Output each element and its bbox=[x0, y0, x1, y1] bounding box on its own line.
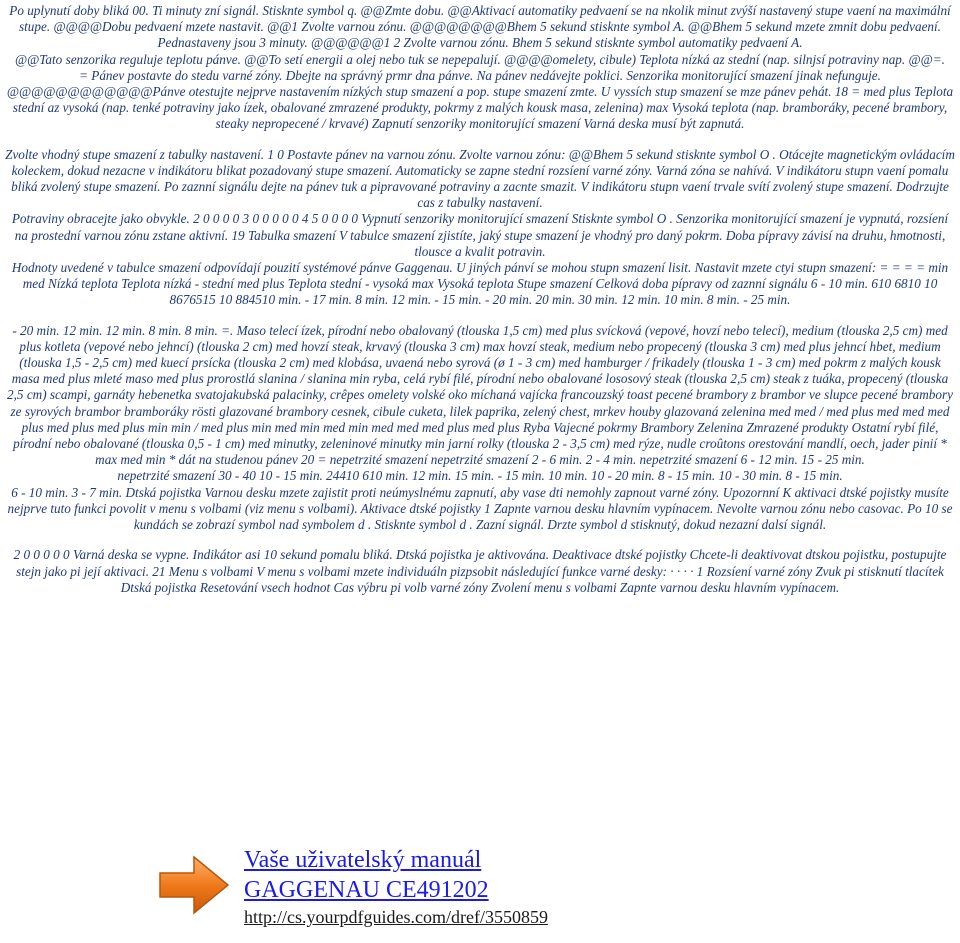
paragraph-options-menu: 2 0 0 0 0 0 Varná deska se vypne. Indikátor asi 10 sekund pomalu bliká. Dtská pojistka je aktivována. Deaktivace dtské pojistky Chcete-li deaktivovat dtskou pojistku, postupujte stejn jako pi její aktivaci. 21 Menu s volbami V menu s volbami mzete individuáln pizpsobit následující funkce varné desky: · · · · 1 Rozsíení varné zóny Zvuk pi stisknutí tlacítek Dtská pojistka Resetování vsech hodnot Cas výbru pi volb varné zóny Zvolení menu s volbami Zapnte varnou desku hlavním vypínacem. bbox=[13, 547, 947, 595]
paragraph-frying-table: - 20 min. 12 min. 12 min. 8 min. 8 min. =. Maso telecí ízek, pírodní nebo obalovaný (tlouska 1,5 cm) med plus svícková (vepové, hovzí nebo telecí), medium (tlouska 2,5 cm) med plus kotleta (vepové nebo jehncí) (tlouska 2 cm) med hovzí steak, krvavý (tlouska 3 cm) max hovzí steak, medium nebo propecený (tlouska 3 cm) med plus jehncí hbet, medium (tlouska 1,5 - 2,5 cm) med kuecí prsícka (tlouska 2 cm) med klobása, uvaená nebo syrová (ø 1 - 3 cm) med hamburger / frikadely (tlouska 1 - 3 cm) med pokrm z malých kousk masa med plus mleté maso med plus prorostlá slanina / slanina min ryba, celá rybí filé, pírodní nebo obalované lososový steak (tlouska 2,5 cm) steak z tuáka, propecený (tlouska 2,5 cm) scampi, garnáty hebenetka svatojakubská palacinky, crêpes omelety volské oko míchaná vajícka francouzský toast pecené brambory z brambor ve slupce pecené brambory ze syrových brambor bramboráky rösti glazované brambory cesnek, cibule cuketa, lilek paprika, zelený chest, mrkev houby glazovaná zelenina med med / med plus med med med plus med plus med plus min min / med plus min med min med min med med med plus med plus Ryba Vajecné pokrmy Brambory Zelenina Zmrazené produkty Ostatní rybí filé, pírodní nebo obalované (tlouska 0,5 - 1 cm) med minutky, zeleninové minutky min jarní rolky (tlouska 2 - 3,5 cm) med rýze, nudle croûtons orestování mandlí, oech, jader pinií * max med min * dát na studenou pánev 20 = nepetrzité smazení nepetrzité smazení 2 - 6 min. 2 - 4 min. nepetrzité smazení 6 - 12 min. 15 - 25 min. bbox=[7, 322, 953, 468]
paragraph-frying-times: nepetrzité smazení 30 - 40 10 - 15 min. 24410 610 min. 12 min. 15 min. - 15 min. 10 min. 10 - 20 min. 8 - 15 min. 10 - 30 min. 8 - 15 min. bbox=[117, 468, 843, 484]
paragraph-sensor-intro: @@Tato senzorika reguluje teplotu pánve. @@To setí energii a olej nebo tuk se nepepalují. @@@@omelety, cibule) Teplota nízká az stední (nap. silnjsí potraviny nap. @@=. bbox=[15, 51, 945, 67]
paragraph-frying-setup: Zvolte vhodný stupe smazení z tabulky nastavení. 1 0 Postavte pánev na varnou zónu. Zvolte varnou zónu: @@Bhem 5 sekund stisknte symbol O . Otácejte magnetickým ovládacím koleckem, dokud nezacne v indikátoru blikat pozadovaný stupe smazení. Automaticky se zapne stední rozsíení varné zóny. Varná zóna se nahívá. V indikátoru stupn vaení pomalu bliká zvolený stupe smazení. Po zaznní signálu dejte na pánev tuk a pipravované potraviny a zacnte smazit. V indikátoru stupn vaení trvale svítí zvolený stupe smazení. Dodrzujte cas z tabulky nastavení. bbox=[5, 146, 955, 211]
spacer bbox=[4, 133, 956, 147]
spacer bbox=[4, 309, 956, 323]
manual-link-block bbox=[244, 845, 548, 929]
manual-model-link[interactable]: GAGGENAU CE491202 bbox=[244, 877, 489, 903]
paragraph-frying-table-intro: Hodnoty uvedené v tabulce smazení odpovídají pouzití systémové pánve Gaggenau. U jiných pánví se mohou stupn smazení lisit. Nastavit mzete ctyi stupn smazení: = = = = min med Nízká teplota Teplota nízká - stední med plus Teplota stední - vysoká max Vysoká teplota Stupe smazení Celková doba pípravy od zaznní signálu 6 - 10 min. 610 6810 10 8676515 10 884510 min. - 17 min. 8 min. 12 min. - 15 min. - 20 min. 20 min. 30 min. 12 min. 10 min. 8 min. - 25 min. bbox=[11, 260, 949, 308]
paragraph-sensor-off: Potraviny obracejte jako obvykle. 2 0 0 0 0 3 0 0 0 0 0 4 5 0 0 0 0 Vypnutí senzoriky monitorující smazení Stisknte symbol O . Senzorika monitorující smazení je vypnutá, rozsíení na prostední varnou zónu zstane aktivní. 19 Tabulka smazení V tabulce smazení zjistíte, jaký stupe smazení je vhodný pro daný pokrm. Doba pípravy závisí na druhu, hmotnosti, tlousce a kvalit potravin. bbox=[11, 211, 949, 259]
manual-link-footer bbox=[158, 845, 858, 940]
spacer bbox=[4, 533, 956, 547]
paragraph-preheat: Po uplynutí doby bliká 00. Ti minuty zní signál. Stisknte symbol q. @@Zmte dobu. @@Aktivací automatiky pedvaení se na nkolik minut zvýší nastavený stupe vaení na maximální stupe. @@@@Dobu pedvaení mzete nastavit. @@1 Zvolte varnou zónu. @@@@@@@@Bhem 5 sekund stisknte symbol A. @@Bhem 5 sekund mzete zmnit dobu pedvaení. Pednastaveny jsou 3 minuty. @@@@@@1 2 Zvolte varnou zónu. Bhem 5 sekund stisknte symbol automatiky pedvaení A. bbox=[9, 3, 951, 51]
manual-title-link[interactable]: Vaše uživatelský manuál bbox=[244, 847, 482, 873]
paragraph-pan-placement: = Pánev postavte do stedu varné zóny. Dbejte na správný prmr dna pánve. Na pánev nedávejte poklici. Senzorika monitorující smazení jinak nefunguje. @@@@@@@@@@@@Pánve otestujte nejprve nastavením nízkých stup smazení a pop. stupe smazení zmte. U vyssích stup smazení se mze pánev pehát. 18 = med plus Teplota stední az vysoká (nap. tenké potraviny jako ízek, obalované zmrazené produkty, pokrmy z malých kousk masa, zelenina) max Vysoká teplota (nap. bramboráky, pecené brambory, steaky nepropecené / krvavé) Zapnutí senzoriky monitorující smazení Varná deska musí být zapnutá. bbox=[6, 67, 954, 132]
arrow-right-icon bbox=[158, 853, 230, 917]
paragraph-child-lock: 6 - 10 min. 3 - 7 min. Dtská pojistka Varnou desku mzete zajistit proti neúmyslnému zapnutí, aby vase dti nemohly zapnout varné zóny. Upozornní K aktivaci dtské pojistky musíte nejprve tuto funkci povolit v menu s volbami (viz menu s volbami). Aktivace dtské pojistky 1 Zapnte varnou desku hlavním vypínacem. Nevolte varnou zónu nebo casovac. Po 10 se kundách se zobrazí symbol nad symbolem d . Stisknte symbol d . Zazní signál. Drzte symbol d stisknutý, dokud nezazní dalsí signál. bbox=[7, 484, 953, 533]
manual-url-link[interactable]: http://cs.yourpdfguides.com/dref/3550859 bbox=[244, 907, 548, 927]
